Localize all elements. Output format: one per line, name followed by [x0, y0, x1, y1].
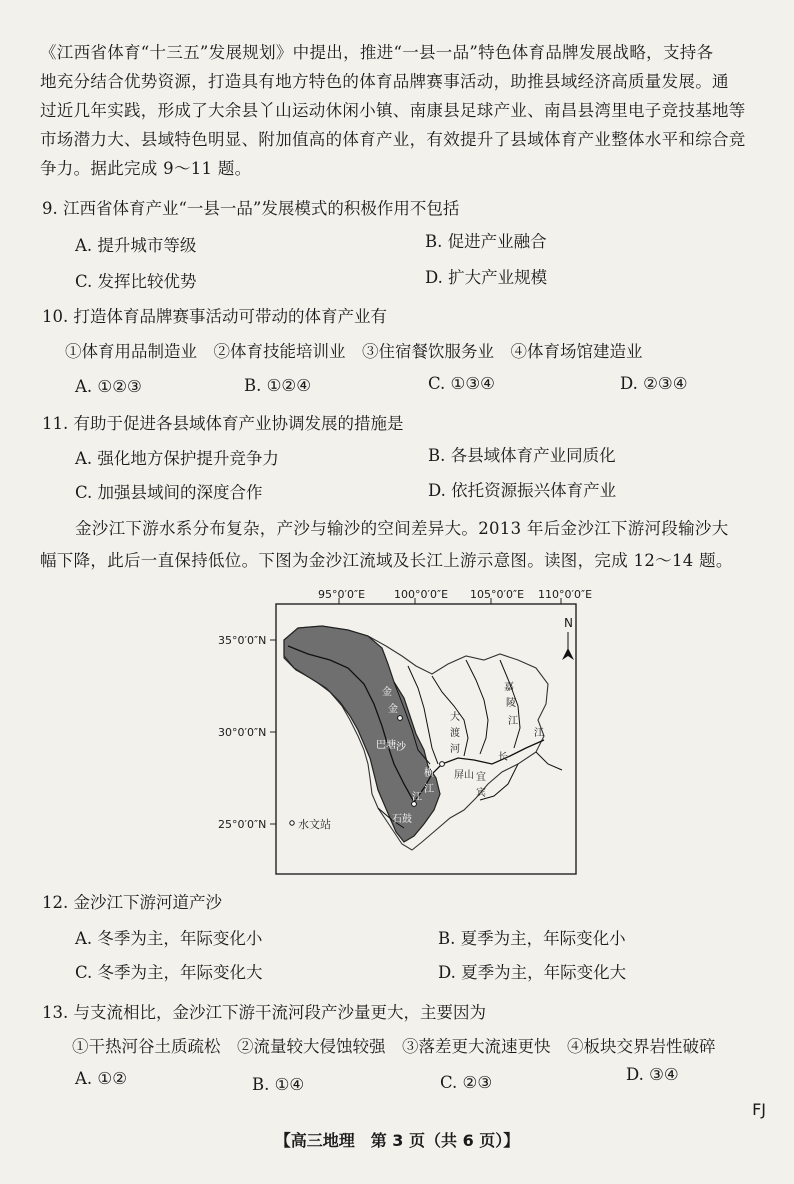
jinsha-river-map [218, 588, 598, 893]
q13-option-c[interactable]: C. ②③ [440, 1073, 493, 1092]
map-label-sha: 沙 [396, 742, 406, 753]
q9-option-b[interactable]: B. 促进产业融合 [425, 232, 547, 251]
map-label-jiang: 江 [412, 792, 422, 803]
q11-option-c[interactable]: C. 加强县域间的深度合作 [75, 483, 263, 502]
q10-option-d[interactable]: D. ②③④ [620, 374, 688, 393]
paper-code: FJ [752, 1100, 766, 1119]
q9-option-a[interactable]: A. 提升城市等级 [75, 236, 197, 255]
lon-label: 105°0′0″E [470, 588, 525, 601]
q12-option-b[interactable]: B. 夏季为主，年际变化小 [438, 929, 626, 948]
q9-option-d[interactable]: D. 扩大产业规模 [425, 268, 548, 287]
map-svg [218, 588, 598, 893]
q13-option-b[interactable]: B. ①④ [252, 1075, 305, 1094]
q13-option-a[interactable]: A. ①② [75, 1069, 127, 1088]
map-label-changjiang: 江 [534, 728, 544, 739]
map-label-jialing-jiang: 江 [508, 716, 518, 727]
jinsha-basin-shaded [284, 626, 440, 842]
lat-label: 30°0′0″N [218, 726, 267, 739]
lat-label: 25°0′0″N [218, 818, 267, 831]
passage-1 [40, 38, 770, 183]
q11-option-d[interactable]: D. 依托资源振兴体育产业 [428, 481, 617, 500]
map-label-jia: 嘉 [504, 682, 514, 693]
map-label-yi: 宜 [476, 772, 486, 783]
map-label-du: 渡 [450, 728, 460, 739]
passage-2-line: 金沙江下游水系分布复杂，产沙与输沙的空间差异大。2013 年后金沙江下游河段输沙大 [75, 519, 729, 538]
lon-label: 110°0′0″E [538, 588, 593, 601]
passage-1-line: 《江西省体育“十三五”发展规划》中提出，推进“一县一品”特色体育品牌发展战略，支持各 [40, 43, 714, 62]
map-label-heng: 横 [424, 768, 434, 779]
question-9-stem: 9. 江西省体育产业“一县一品”发展模式的积极作用不包括 [42, 199, 460, 218]
q10-option-c[interactable]: C. ①③④ [428, 374, 495, 393]
passage-2b [40, 546, 770, 575]
station-pingshan [440, 762, 445, 767]
station-batang [398, 716, 403, 721]
question-10-stem: 10. 打造体育品牌赛事活动可带动的体育产业有 [42, 307, 387, 326]
q11-option-a[interactable]: A. 强化地方保护提升竞争力 [75, 449, 279, 468]
q11-option-b[interactable]: B. 各县域体育产业同质化 [428, 446, 616, 465]
passage-2-line: 幅下降，此后一直保持低位。下图为金沙江流域及长江上游示意图。读图，完成 12～14 题。 [40, 551, 733, 570]
question-13-stem: 13. 与支流相比，金沙江下游干流河段产沙量更大，主要因为 [42, 1003, 486, 1022]
question-12-stem: 12. 金沙江下游河道产沙 [42, 893, 222, 912]
q13-option-d[interactable]: D. ③④ [626, 1065, 679, 1084]
q9-option-c[interactable]: C. 发挥比较优势 [75, 272, 197, 291]
passage-1-line: 市场潜力大、县域特色明显、附加值高的体育产业，有效提升了县域体育产业整体水平和综合竞 [40, 130, 746, 149]
north-label: N [564, 616, 573, 630]
q10-items: ①体育用品制造业 ②体育技能培训业 ③住宿餐饮服务业 ④体育场馆建造业 [65, 342, 643, 361]
map-label-shigu: 石鼓 [392, 814, 412, 825]
q12-option-d[interactable]: D. 夏季为主，年际变化大 [438, 963, 627, 982]
question-11-stem: 11. 有助于促进各县域体育产业协调发展的措施是 [42, 414, 404, 433]
q10-option-a[interactable]: A. ①②③ [75, 377, 142, 396]
q12-option-c[interactable]: C. 冬季为主，年际变化大 [75, 963, 263, 982]
map-label-he: 河 [450, 744, 460, 755]
passage-2 [75, 514, 775, 543]
map-label-chang: 长 [498, 752, 508, 763]
q12-option-a[interactable]: A. 冬季为主，年际变化小 [75, 929, 263, 948]
map-label-da: 大 [450, 712, 460, 723]
lower-yangtze [536, 752, 562, 770]
map-label-bin: 宾 [476, 788, 486, 799]
map-label-ling: 陵 [506, 698, 516, 709]
lon-label: 95°0′0″E [318, 588, 366, 601]
map-label-jin: 金 [382, 687, 392, 698]
lon-label: 100°0′0″E [394, 588, 449, 601]
map-label-heng-jiang: 江 [424, 784, 434, 795]
q10-option-b[interactable]: B. ①②④ [244, 376, 311, 395]
jialing-river [466, 660, 488, 754]
passage-1-line: 过近几年实践，形成了大余县丫山运动休闲小镇、南康县足球产业、南昌县湾里电子竞技基地等 [40, 101, 746, 120]
passage-1-line: 地充分结合优势资源，打造具有地方特色的体育品牌赛事活动，助推县域经济高质量发展。通 [40, 72, 729, 91]
map-label-pingshan: 屏山 [454, 770, 474, 781]
legend-station-symbol [290, 821, 294, 825]
lat-label: 35°0′0″N [218, 634, 267, 647]
page-footer: 【高三地理 第 3 页（共 6 页）】 [274, 1131, 520, 1150]
map-label-batang: 巴塘 [376, 740, 396, 751]
q13-items: ①干热河谷土质疏松 ②流量较大侵蚀较强 ③落差更大流速更快 ④板块交界岩性破碎 [72, 1037, 716, 1056]
passage-1-line: 争力。据此完成 9～11 题。 [40, 159, 252, 178]
legend-label: 水文站 [298, 818, 331, 831]
map-label-jin: 金 [388, 704, 398, 715]
